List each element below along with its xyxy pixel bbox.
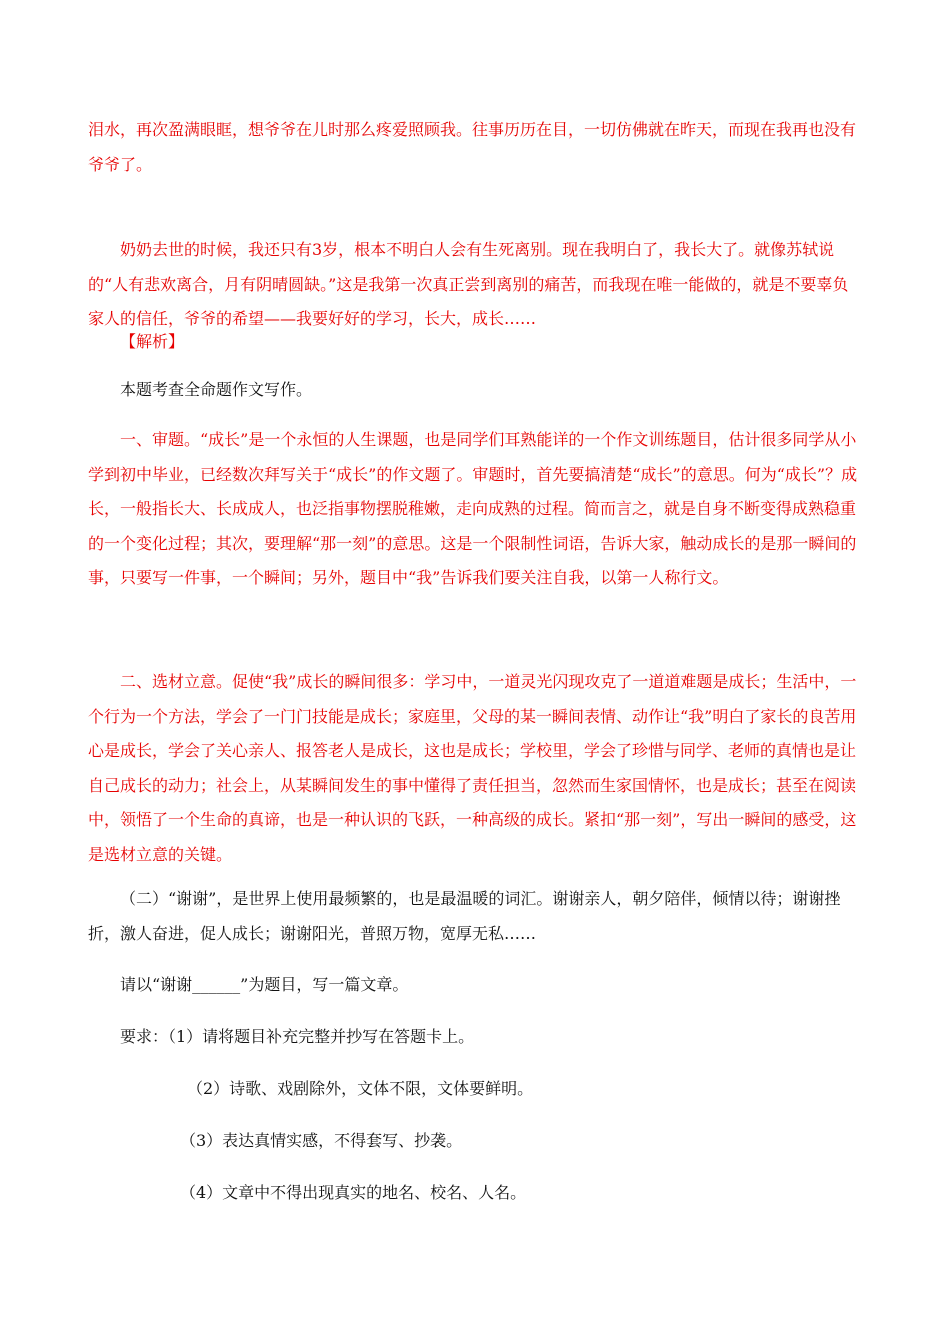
requirement-3: （3）表达真情实感，不得套写、抄袭。 bbox=[180, 1131, 463, 1150]
requirement-4: （4）文章中不得出现真实的地名、校名、人名。 bbox=[180, 1183, 527, 1202]
essay-paragraph-2: 奶奶去世的时候，我还只有3岁，根本不明白人会有生死离别。现在我明白了，我长大了。就像苏轼说的“人有悲欢离合，月有阴晴圆缺。”这是我第一次真正尝到离别的痛苦，而我现在唯一能做的，就是不要辜负家人的信任，爷爷的希望——我要好好的学习，长大，成长…… bbox=[88, 240, 849, 328]
analysis-heading: 【解析】 bbox=[120, 332, 185, 351]
requirement-2: （2）诗歌、戏剧除外，文体不限，文体要鲜明。 bbox=[187, 1079, 534, 1098]
question-2-prompt: （二）“谢谢”，是世界上使用最频繁的，也是最温暖的词汇。谢谢亲人，朝夕陪伴，倾情以待；谢谢挫折，激人奋进，促人成长；谢谢阳光，普照万物，宽厚无私…… bbox=[88, 889, 841, 943]
analysis-point-1: 一、审题。“成长”是一个永恒的人生课题，也是同学们耳熟能详的一个作文训练题目，估计很多同学从小学到初中毕业，已经数次拜写关于“成长”的作文题了。审题时，首先要搞清楚“成长”的意思。何为“成长”？成长，一般指长大、长成成人，也泛指事物摆脱稚嫩，走向成熟的过程。简而言之，就是自身不断变得成熟稳重的一个变化过程；其次，要理解“那一刻”的意思。这是一个限制性词语，告诉大家，触动成长的是那一瞬间的事，只要写一件事，一个瞬间；另外，题目中“我”告诉我们要关注自我，以第一人称行文。 bbox=[88, 430, 858, 587]
essay-paragraph-1: 泪水，再次盈满眼眶，想爷爷在儿时那么疼爱照顾我。往事历历在目，一切仿佛就在昨天，而现在我再也没有爷爷了。 bbox=[88, 120, 857, 174]
question-2-task: 请以“谢谢______”为题目，写一篇文章。 bbox=[120, 975, 409, 994]
requirement-1: 要求：（1）请将题目补充完整并抄写在答题卡上。 bbox=[120, 1027, 475, 1046]
analysis-point-2: 二、选材立意。促使“我”成长的瞬间很多：学习中，一道灵光闪现攻克了一道道难题是成长；生活中，一个行为一个方法，学会了一门门技能是成长；家庭里，父母的某一瞬间表情、动作让“我”明白了家长的良苦用心是成长，学会了关心亲人、报答老人是成长，这也是成长；学校里，学会了珍惜与同学、老师的真情也是让自己成长的动力；社会上，从某瞬间发生的事中懂得了责任担当，忽然而生家国情怀，也是成长；甚至在阅读中，领悟了一个生命的真谛，也是一种认识的飞跃，一种高级的成长。紧扣“那一刻”，写出一瞬间的感受，这是选材立意的关键。 bbox=[88, 672, 857, 864]
analysis-intro: 本题考查全命题作文写作。 bbox=[120, 380, 313, 399]
